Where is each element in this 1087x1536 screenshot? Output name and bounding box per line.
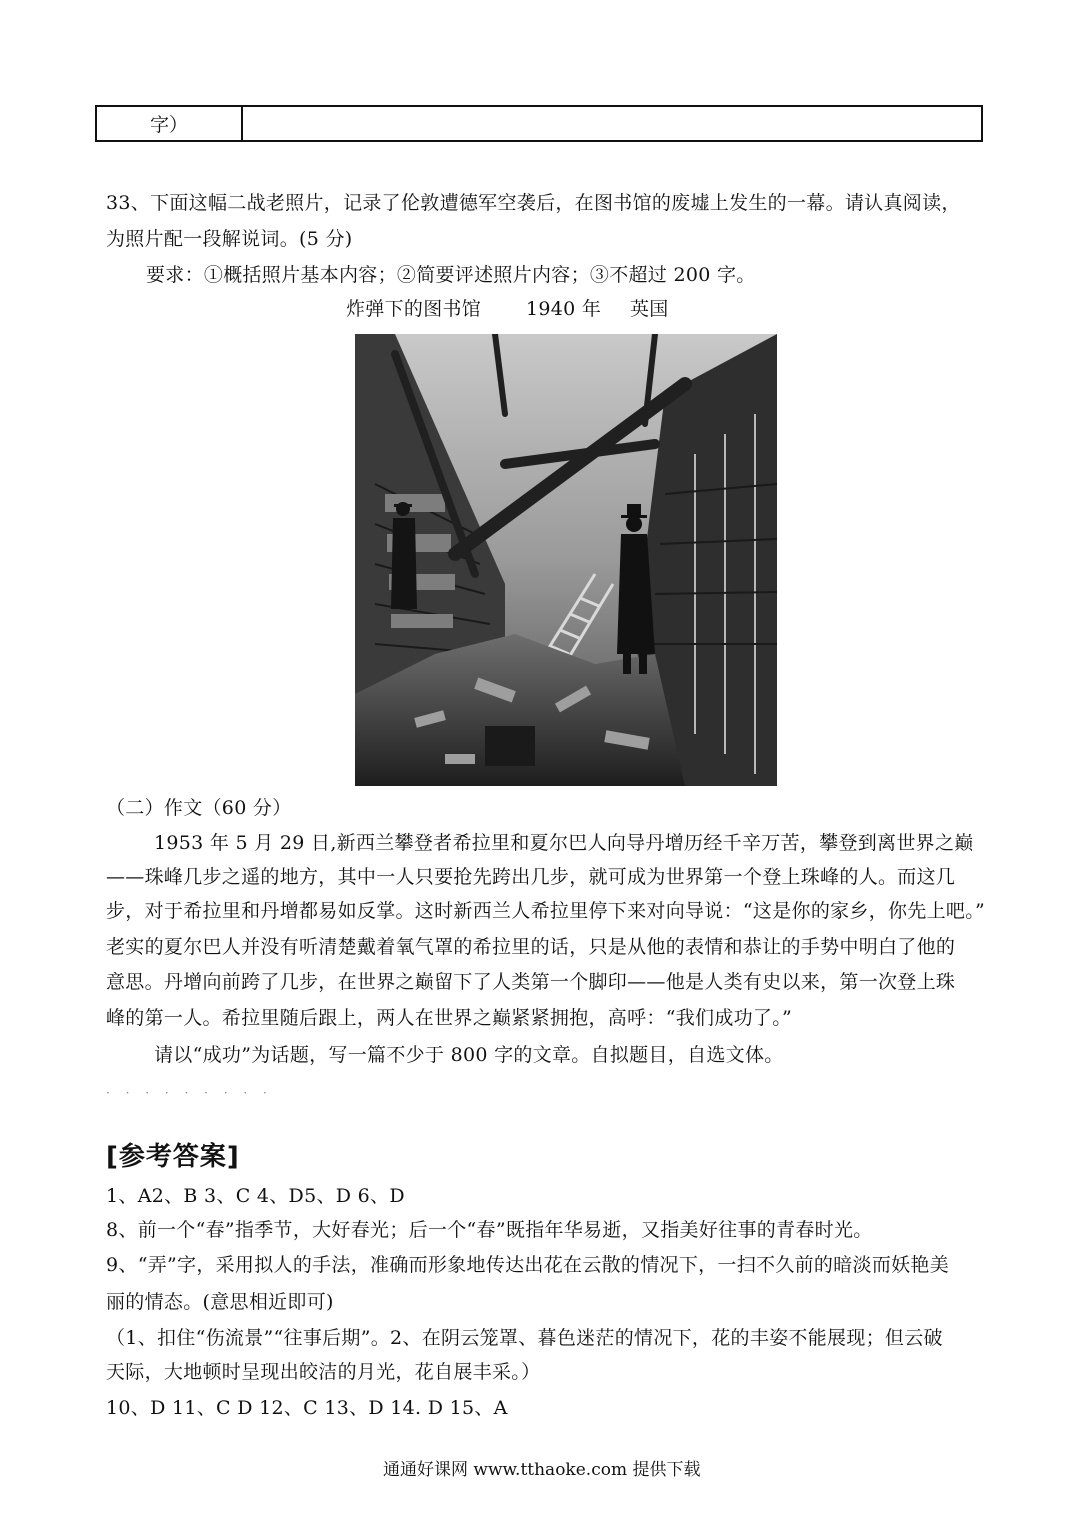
library-ruins-photo — [355, 334, 777, 786]
answer-line-6: 天际，大地顿时呈现出皎洁的月光，花自展丰采。） — [106, 1361, 541, 1383]
essay-line-2: ——珠峰几步之遥的地方，其中一人只要抢先跨出几步，就可成为世界第一个登上珠峰的人。而这几 — [106, 866, 956, 888]
essay-line-3: 步，对于希拉里和丹增都易如反掌。这时新西兰人希拉里停下来对向导说：“这是你的家乡，你先上吧。” — [106, 900, 986, 922]
answer-line-4: 丽的情态。(意思相近即可) — [106, 1291, 334, 1313]
essay-heading: （二）作文（60 分） — [106, 797, 292, 819]
essay-line-6: 峰的第一人。希拉里随后跟上，两人在世界之巅紧紧拥抱，高呼：“我们成功了。” — [106, 1007, 793, 1029]
q33-requirements: 要求：①概括照片基本内容；②简要评述照片内容；③不超过 200 字。 — [146, 264, 756, 286]
essay-prompt: 请以“成功”为话题，写一篇不少于 800 字的文章。自拟题目，自选文体。 — [154, 1044, 784, 1066]
q33-line-2: 为照片配一段解说词。(5 分) — [106, 228, 353, 250]
table-cell-label: 字） — [97, 107, 243, 140]
footer-source: 通通好课网 www.tthaoke.com 提供下载 — [383, 1460, 701, 1480]
photo-caption-country: 英国 — [630, 298, 669, 320]
answer-line-2: 8、前一个“春”指季节，大好春光；后一个“春”既指年华易逝，又指美好往事的青春时光。 — [106, 1219, 873, 1241]
answer-line-5: （1、扣住“伤流景”“往事后期”。2、在阴云笼罩、暮色迷茫的情况下，花的丰姿不能展现；但云破 — [106, 1327, 943, 1349]
dotted-separator: · · · · · · · · · — [106, 1086, 273, 1100]
essay-line-5: 意思。丹增向前跨了几步，在世界之巅留下了人类第一个脚印——他是人类有史以来，第一次登上珠 — [106, 971, 956, 993]
essay-line-4: 老实的夏尔巴人并没有听清楚戴着氧气罩的希拉里的话，只是从他的表情和恭让的手势中明白了他的 — [106, 936, 956, 958]
answer-line-7: 10、D 11、C D 12、C 13、D 14. D 15、A — [106, 1397, 508, 1419]
table-fragment — [95, 105, 983, 142]
answers-title: [参考答案] — [106, 1142, 240, 1172]
answer-line-1: 1、A2、B 3、C 4、D5、D 6、D — [106, 1185, 405, 1207]
q33-line-1: 33、下面这幅二战老照片，记录了伦敦遭德军空袭后，在图书馆的废墟上发生的一幕。请认真阅读， — [106, 192, 961, 214]
photo-caption-year: 1940 年 — [526, 298, 602, 320]
answer-line-3: 9、“弄”字，采用拟人的手法，准确而形象地传达出花在云散的情况下，一扫不久前的暗淡而妖艳美 — [106, 1254, 950, 1276]
photo-caption-title: 炸弹下的图书馆 — [346, 298, 482, 320]
essay-line-1: 1953 年 5 月 29 日,新西兰攀登者希拉里和夏尔巴人向导丹增历经千辛万苦，攀登到离世界之巅 — [154, 832, 974, 854]
table-cell-empty — [243, 107, 981, 140]
